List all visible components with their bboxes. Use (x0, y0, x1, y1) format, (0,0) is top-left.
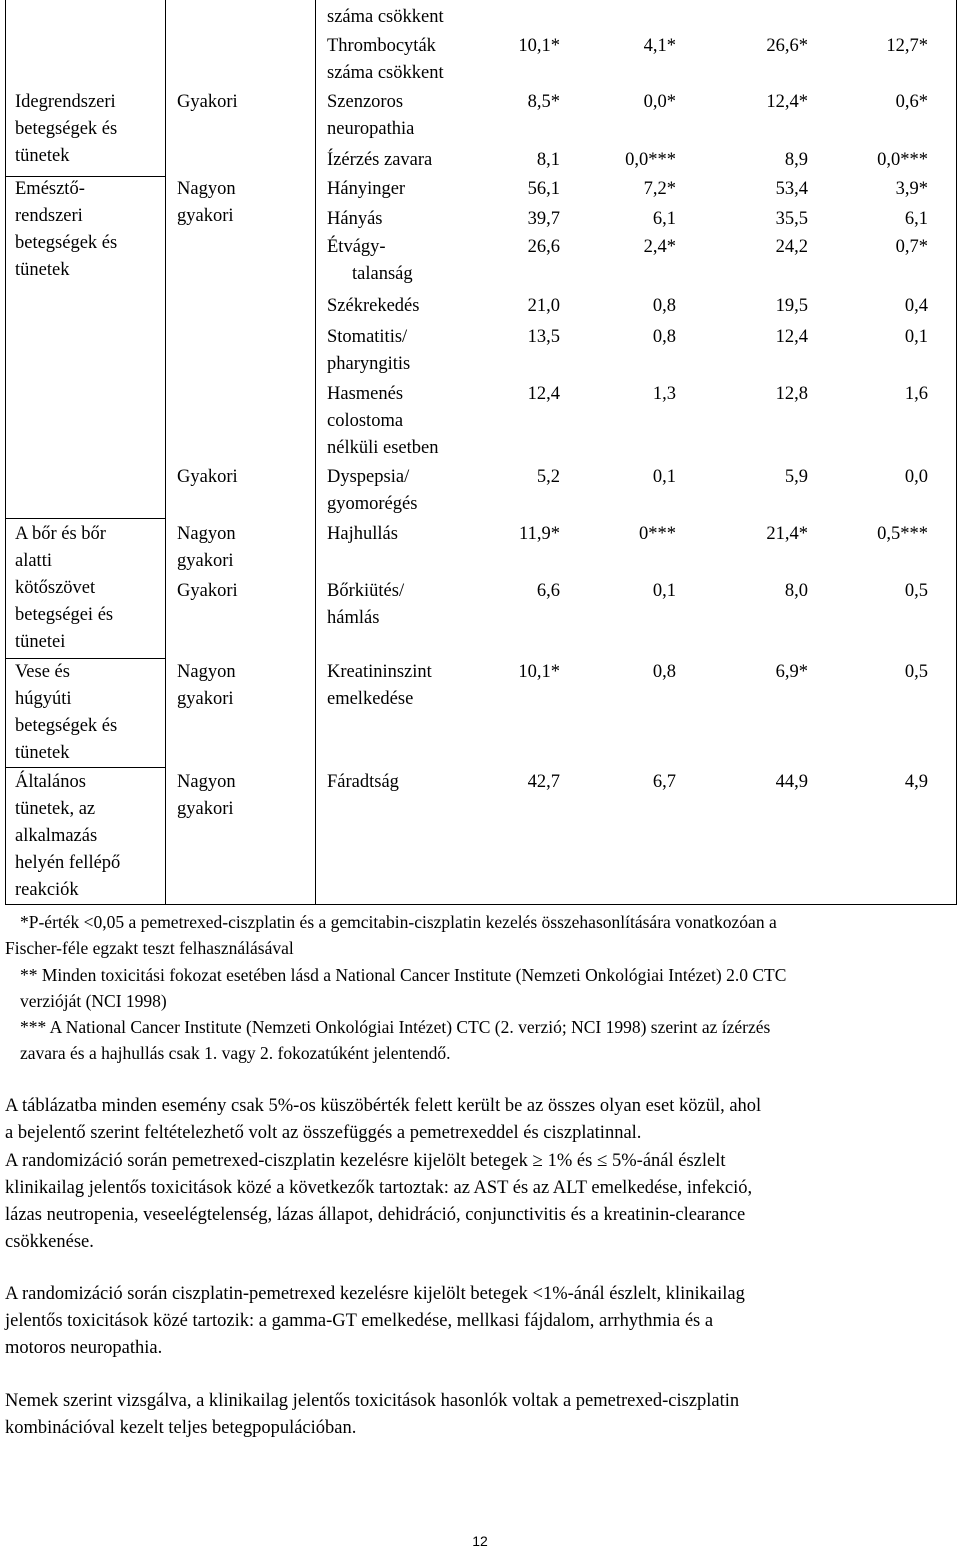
organ-divider (5, 767, 165, 768)
frequency-label: gyakori (177, 551, 234, 571)
organ-class-cell (15, 176, 117, 284)
term-line: Fáradtság (327, 772, 399, 792)
organ-class-line: tünetek (15, 743, 70, 763)
term-cell (327, 578, 404, 632)
paragraph-line: Nemek szerint vizsgálva, a klinikailag jelentős toxicitások hasonlók voltak a pemetrexed-ciszplatin (5, 1391, 740, 1411)
organ-class-line: húgyúti (15, 689, 72, 709)
value-cell: 4,9 (904, 772, 928, 792)
organ-class-line: Vese és (15, 662, 70, 682)
organ-class-cell (15, 769, 120, 904)
paragraph-line: lázas neutropenia, veseelégtelenség, lázas állapot, dehidráció, conjunctivitis és a kreatinin-clearance (5, 1205, 746, 1225)
value-cell: 53,4 (775, 179, 808, 199)
value-cell: 0,0* (643, 92, 676, 112)
value-cell: 0,0 (904, 467, 928, 487)
frequency-label: gyakori (177, 206, 234, 226)
value-cell: 0,0*** (877, 150, 928, 170)
term-line: gyomorégés (327, 494, 418, 514)
term-line: Székrekedés (327, 296, 420, 316)
paragraph-text: 5%-ánál észlelt (612, 1151, 726, 1171)
term-cell (327, 234, 413, 288)
value-cell: 12,4* (766, 92, 808, 112)
value-cell: 8,5* (527, 92, 560, 112)
organ-class-line: tünetek (15, 146, 70, 166)
value-cell: 4,1* (643, 36, 676, 56)
term-cell (327, 33, 444, 87)
organ-class-line: tünetek (15, 260, 70, 280)
frequency-cell (177, 769, 236, 823)
value-cell: 5,2 (536, 467, 560, 487)
term-line: neuropathia (327, 119, 415, 139)
organ-class-line: betegségek és (15, 233, 118, 253)
organ-class-line: alkalmazás (15, 826, 98, 846)
value-cell: 0*** (639, 524, 676, 544)
organ-class-line: reakciók (15, 880, 79, 900)
organ-class-line: rendszeri (15, 206, 83, 226)
value-cell: 1,6 (904, 384, 928, 404)
organ-class-cell (15, 521, 113, 656)
value-cell: 0,5*** (877, 524, 928, 544)
term-line: Stomatitis/ (327, 327, 408, 347)
value-cell: 12,4 (527, 384, 560, 404)
value-cell: 13,5 (527, 327, 560, 347)
paragraph-text: A randomizáció során pemetrexed-ciszplatin kezelésre kijelölt betegek (5, 1151, 528, 1171)
term-line: Hasmenés (327, 384, 404, 404)
footnote: *** A National Cancer Institute (Nemzeti Onkológiai Intézet) CTC (2. verzió; NCI 1998) szerint az ízérzés (20, 1017, 771, 1037)
value-cell: 11,9* (519, 524, 560, 544)
term-cell (327, 769, 399, 796)
value-cell: 26,6 (527, 237, 560, 257)
value-cell: 24,2 (775, 237, 808, 257)
paragraph-line: motoros neuropathia. (5, 1338, 163, 1358)
value-cell: 0,8 (652, 296, 676, 316)
organ-class-line: Idegrendszeri (15, 92, 116, 112)
paragraph-text: 1% és (547, 1151, 593, 1171)
footnote: *P-érték <0,05 a pemetrexed-ciszplatin és a gemcitabin-ciszplatin kezelés összehasonlítására vonatkozóan a (20, 912, 777, 932)
term-cell (327, 521, 398, 548)
term-line: nélküli esetben (327, 438, 439, 458)
organ-class-line: Általános (15, 772, 86, 792)
frequency-label: gyakori (177, 689, 234, 709)
value-cell: 12,8 (775, 384, 808, 404)
paragraph-line: csökkenése. (5, 1232, 94, 1252)
frequency-label: Nagyon (177, 772, 236, 792)
frequency-label: Gyakori (177, 467, 238, 487)
column-divider (165, 0, 166, 904)
term-line: Hányás (327, 209, 383, 229)
value-cell: 21,4* (766, 524, 808, 544)
frequency-label: Gyakori (177, 581, 238, 601)
term-cell (327, 464, 417, 518)
value-cell: 6,1 (904, 209, 928, 229)
term-line: Thrombocyták (327, 36, 436, 56)
value-cell: 10,1* (518, 662, 560, 682)
value-cell: 56,1 (527, 179, 560, 199)
term-cell (327, 381, 438, 462)
term-line: hámlás (327, 608, 380, 628)
frequency-label: Nagyon (177, 179, 236, 199)
column-divider (315, 0, 316, 904)
paragraph-line: A randomizáció során ciszplatin-pemetrexed kezelésre kijelölt betegek <1%-ánál észlelt, klinikailag (5, 1284, 745, 1304)
value-cell: 0,1 (904, 327, 928, 347)
value-cell: 35,5 (775, 209, 808, 229)
frequency-cell (177, 464, 238, 491)
term-line: emelkedése (327, 689, 414, 709)
value-cell: 12,4 (775, 327, 808, 347)
value-cell: 0,1 (652, 581, 676, 601)
value-cell: 39,7 (527, 209, 560, 229)
value-cell: 2,4* (643, 237, 676, 257)
value-cell: 8,9 (784, 150, 808, 170)
value-cell: 26,6* (766, 36, 808, 56)
paragraph-line: kombinációval kezelt teljes betegpopulációban. (5, 1418, 357, 1438)
value-cell: 19,5 (775, 296, 808, 316)
term-cell (327, 324, 410, 378)
value-cell: 0,5 (904, 662, 928, 682)
term-cell (327, 659, 432, 713)
frequency-cell (177, 521, 236, 575)
value-cell: 8,1 (536, 150, 560, 170)
term-cell (327, 206, 382, 233)
value-cell: 0,8 (652, 662, 676, 682)
term-line: Dyspepsia/ (327, 467, 410, 487)
organ-class-line: betegségei és (15, 605, 114, 625)
value-cell: 44,9 (775, 772, 808, 792)
value-cell: 21,0 (527, 296, 560, 316)
value-cell: 0,6* (895, 92, 928, 112)
term-line: Szenzoros (327, 92, 404, 112)
term-line: Hányinger (327, 179, 406, 199)
organ-class-line: kötőszövet (15, 578, 96, 598)
term-line: colostoma (327, 411, 404, 431)
frequency-cell (177, 176, 236, 230)
paragraph-line: klinikailag jelentős toxicitások közé a következők tartoztak: az AST és az ALT emelkedése, infekció, (5, 1178, 753, 1198)
term-line: Ízérzés zavara (327, 150, 433, 170)
term-line: pharyngitis (327, 354, 411, 374)
greater-equal-symbol: ≥ (532, 1150, 543, 1171)
organ-class-line: A bőr és bőr (15, 524, 106, 544)
value-cell: 6,1 (652, 209, 676, 229)
value-cell: 8,0 (784, 581, 808, 601)
frequency-label: Nagyon (177, 524, 236, 544)
term-line: száma csökkent (327, 63, 444, 83)
term-cell (327, 293, 419, 320)
frequency-cell (177, 578, 238, 605)
organ-class-cell (15, 659, 117, 767)
value-cell: 6,6 (536, 581, 560, 601)
value-cell: 3,9* (895, 179, 928, 199)
value-cell: 10,1* (518, 36, 560, 56)
frequency-label: Gyakori (177, 92, 238, 112)
footnote: zavara és a hajhullás csak 1. vagy 2. fokozatúként jelentendő. (20, 1043, 451, 1063)
term-line: Kreatininszint (327, 662, 432, 682)
organ-divider (5, 518, 165, 519)
value-cell: 0,8 (652, 327, 676, 347)
term-cell (327, 147, 432, 174)
frequency-cell (177, 659, 236, 713)
term-line: száma csökkent (327, 7, 444, 27)
term-cell (327, 176, 405, 203)
footnote: Fischer-féle egzakt teszt felhasználásával (5, 938, 294, 958)
paragraph-line: jelentős toxicitások közé tartozik: a gamma-GT emelkedése, mellkasi fájdalom, arrhythmia és a (5, 1311, 714, 1331)
term-cell (327, 89, 414, 143)
organ-class-line: betegségek és (15, 119, 118, 139)
value-cell: 0,7* (895, 237, 928, 257)
value-cell: 12,7* (886, 36, 928, 56)
paragraph-line: a bejelentő szerint feltételezhető volt az összefüggés a pemetrexeddel és ciszplatinnal. (5, 1123, 642, 1143)
value-cell: 6,9* (775, 662, 808, 682)
organ-class-line: Emésztő- (15, 179, 85, 199)
value-cell: 0,4 (904, 296, 928, 316)
organ-class-line: alatti (15, 551, 52, 571)
value-cell: 42,7 (527, 772, 560, 792)
paragraph (5, 1281, 955, 1362)
paragraph (5, 1093, 955, 1256)
value-cell: 6,7 (652, 772, 676, 792)
footnote: verzióját (NCI 1998) (20, 991, 167, 1011)
frequency-cell (177, 89, 238, 116)
term-cell (327, 4, 444, 31)
page-number: 12 (472, 1533, 488, 1549)
frequency-label: gyakori (177, 799, 234, 819)
value-cell: 0,5 (904, 581, 928, 601)
organ-class-line: betegségek és (15, 716, 118, 736)
adverse-events-table (5, 0, 957, 905)
organ-class-line: tünetek, az (15, 799, 96, 819)
frequency-label: Nagyon (177, 662, 236, 682)
value-cell: 1,3 (652, 384, 676, 404)
less-equal-symbol: ≤ (596, 1150, 608, 1171)
term-line: Bőrkiütés/ (327, 581, 405, 601)
paragraph-line (5, 1147, 955, 1175)
organ-class-line: tünetei (15, 632, 66, 652)
term-line: talanság (352, 264, 413, 284)
value-cell: 0,0*** (625, 150, 676, 170)
term-line: Hajhullás (327, 524, 398, 544)
value-cell: 0,1 (652, 467, 676, 487)
value-cell: 7,2* (643, 179, 676, 199)
paragraph (5, 1388, 955, 1442)
paragraph-line: A táblázatba minden esemény csak 5%-os küszöbérték felett került be az összes olyan eset közül, ahol (5, 1096, 762, 1116)
organ-class-cell (15, 89, 117, 170)
value-cell: 5,9 (784, 467, 808, 487)
term-line: Étvágy- (327, 237, 386, 257)
organ-class-line: helyén fellépő (15, 853, 121, 873)
footnote: ** Minden toxicitási fokozat esetében lásd a National Cancer Institute (Nemzeti Onkológiai Intézet) 2.0 CTC (20, 965, 787, 985)
